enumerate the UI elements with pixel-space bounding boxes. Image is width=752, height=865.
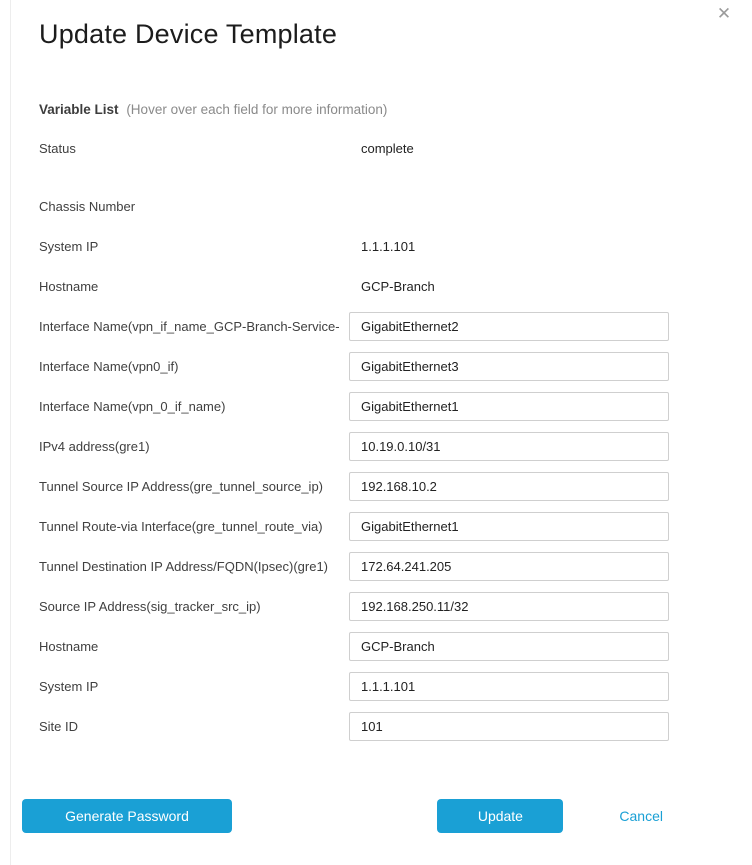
input-row-site-id	[39, 712, 752, 740]
field-value: GCP-Branch	[361, 278, 435, 294]
source-ip-tracker-input[interactable]	[349, 592, 669, 621]
readonly-row-hostname	[39, 272, 752, 300]
field-label: Tunnel Source IP Address(gre_tunnel_source_ip)	[39, 478, 324, 494]
input-row-tunnel-destination-ip	[39, 552, 752, 580]
site-id-input[interactable]	[349, 712, 669, 741]
variable-list-hint: (Hover over each field for more information)	[126, 102, 388, 117]
input-row-tunnel-route-via	[39, 512, 752, 540]
field-label: IPv4 address(gre1)	[39, 438, 150, 454]
readonly-row-chassis-number	[39, 192, 752, 220]
field-label: Interface Name(vpn_if_name_GCP-Branch-Service-	[39, 318, 340, 334]
dialog-title: Update Device Template	[39, 19, 338, 49]
variable-list	[0, 134, 752, 752]
field-label: Hostname	[39, 278, 99, 294]
field-label: Status	[39, 140, 76, 156]
generate-password-button[interactable]: Generate Password	[22, 799, 232, 833]
field-label: System IP	[39, 238, 99, 254]
input-row-interface-name-service-vpn	[39, 312, 752, 340]
input-row-tunnel-source-ip	[39, 472, 752, 500]
tunnel-source-ip-input[interactable]	[349, 472, 669, 501]
field-label: Hostname	[39, 638, 99, 654]
field-label: Interface Name(vpn0_if)	[39, 358, 179, 374]
variable-list-header	[39, 102, 387, 117]
input-row-source-ip-tracker	[39, 592, 752, 620]
dialog-footer	[0, 799, 752, 833]
tunnel-destination-ip-input[interactable]	[349, 552, 669, 581]
field-value: complete	[361, 140, 414, 156]
field-label: Interface Name(vpn_0_if_name)	[39, 398, 226, 414]
input-row-interface-name-vpn0-if	[39, 352, 752, 380]
field-label: Tunnel Destination IP Address/FQDN(Ipsec)(gre1)	[39, 558, 329, 574]
close-icon[interactable]: ✕	[716, 4, 732, 23]
update-button[interactable]: Update	[437, 799, 563, 833]
field-label: Chassis Number	[39, 198, 136, 214]
cancel-link[interactable]: Cancel	[619, 808, 663, 824]
interface-name-vpn0-if-input[interactable]	[349, 352, 669, 381]
input-row-ipv4-address-gre1	[39, 432, 752, 460]
readonly-row-status	[39, 134, 752, 162]
tunnel-route-via-input[interactable]	[349, 512, 669, 541]
field-label: System IP	[39, 678, 99, 694]
variable-list-title: Variable List	[39, 102, 119, 117]
input-row-interface-name-vpn-0-if-name	[39, 392, 752, 420]
field-label: Tunnel Route-via Interface(gre_tunnel_route_via)	[39, 518, 323, 534]
field-value: 1.1.1.101	[361, 238, 416, 254]
field-label: Source IP Address(sig_tracker_src_ip)	[39, 598, 261, 614]
hostname-input[interactable]	[349, 632, 669, 661]
interface-name-vpn-0-if-name-input[interactable]	[349, 392, 669, 421]
interface-name-service-vpn-input[interactable]	[349, 312, 669, 341]
readonly-row-system-ip	[39, 232, 752, 260]
ipv4-address-gre1-input[interactable]	[349, 432, 669, 461]
input-row-system-ip	[39, 672, 752, 700]
input-row-hostname	[39, 632, 752, 660]
field-label: Site ID	[39, 718, 79, 734]
system-ip-input[interactable]	[349, 672, 669, 701]
